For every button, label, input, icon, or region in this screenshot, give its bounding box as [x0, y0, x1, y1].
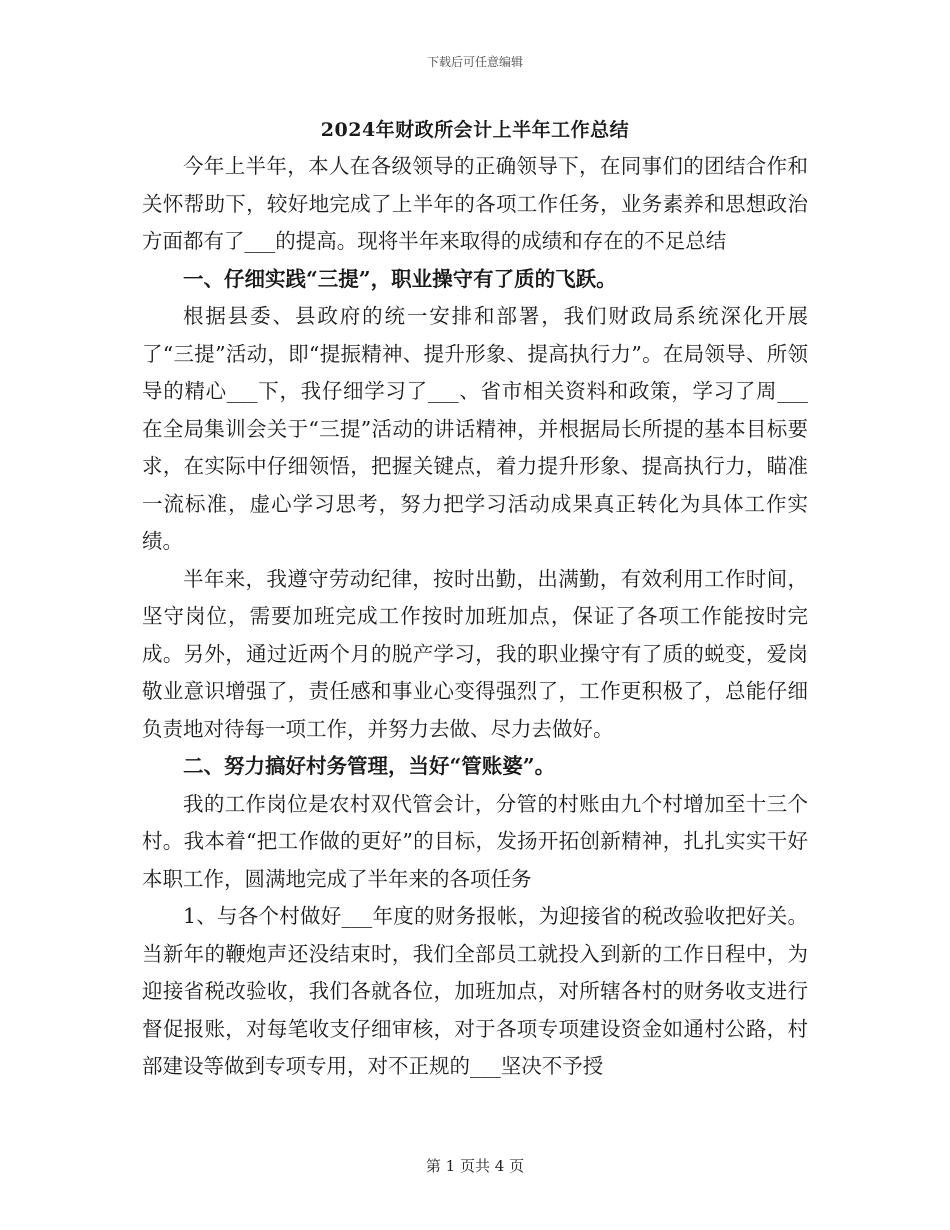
paragraph: 半年来，我遵守劳动纪律，按时出勤，出满勤，有效利用工作时间，坚守岗位，需要加班完成工作按时加班加点，保证了各项工作能按时完成。另外，通过近两个月的脱产学习，我的职业操守有了质的蜕变，爱岗敬业意识增强了，责任感和事业心变得强烈了，工作更积极了，总能仔细负责地对待每一项工作，并努力去做、尽力去做好。	[142, 566, 808, 741]
paragraph: 我的工作岗位是农村双代管会计，分管的村账由九个村增加至十三个村。我本着“把工作做的更好”的目标，发扬开拓创新精神，扎扎实实干好本职工作，圆满地完成了半年来的各项任务	[142, 791, 808, 891]
paragraph: 1、与各个村做好___年度的财务报帐，为迎接省的税改验收把好关。当新年的鞭炮声还没结束时，我们全部员工就投入到新的工作日程中，为迎接省税改验收，我们各就各位，加班加点，对所辖各村的财务收支进行督促报账，对每笔收支仔细审核，对于各项专项建设资金如通村公路，村部建设等做到专项专用，对不正规的___坚决不予授	[142, 904, 808, 1078]
document-body	[142, 148, 808, 1086]
section-heading-1: 一、仔细实践“三提”，职业操守有了质的飞跃。	[183, 266, 617, 291]
header-note: 下载后可任意编辑	[426, 55, 523, 69]
paragraph-intro: 今年上半年，本人在各级领导的正确领导下，在同事们的团结合作和关怀帮助下，较好地完成了上半年的各项工作任务，业务素养和思想政治方面都有了___的提高。现将半年来取得的成绩和存在的不足总结	[142, 154, 808, 253]
paragraph: 根据县委、县政府的统一安排和部署，我们财政局系统深化开展了“三提”活动，即“提振精神、提升形象、提高执行力”。在局领导、所领导的精心___下，我仔细学习了___、省市相关资料和政策，学习了周___在全局集训会关于“三提”活动的讲话精神，并根据局长所提的基本目标要求，在实际中仔细领悟，把握关键点，着力提升形象、提高执行力，瞄准一流标准，虚心学习思考，努力把学习活动成果真正转化为具体工作实绩。	[142, 304, 808, 553]
section-heading-2: 二、努力搞好村务管理，当好“管账婆”。	[183, 754, 556, 778]
document-title: 2024年财政所会计上半年工作总结	[320, 119, 630, 141]
page-footer: 第 1 页共 4 页	[425, 1157, 525, 1175]
